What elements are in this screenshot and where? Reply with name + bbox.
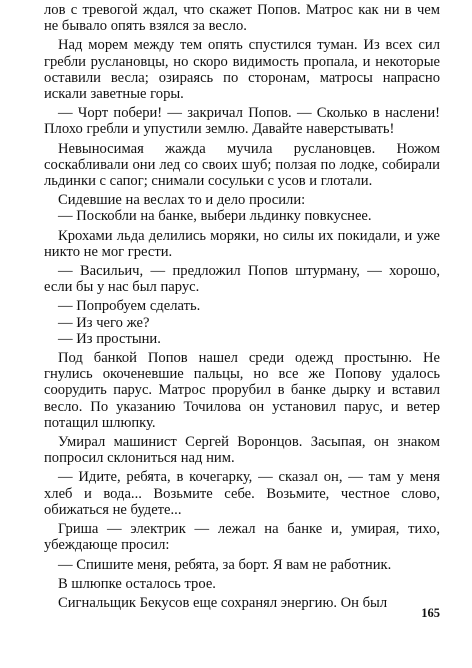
paragraph: Крохами льда делились моряки, но силы их покидали, и уже никто не мог грести. [44,227,440,260]
page-number: 165 [421,606,440,620]
paragraph: В шлюпке осталось трое. [58,575,216,592]
paragraph: Гриша — электрик — лежал на банке и, умирая, тихо, убеждающе просил: [44,521,440,554]
paragraph: Невыносимая жажда мучила руслановцев. Ножом соскабливали они лед со своих шуб; ползая по лодке, собирали льдинки с сапог; снимали сосульки с усов и глотали. [44,140,440,190]
paragraph: — Идите, ребята, в кочегарку, — сказал он, — там у меня хлеб и вода... Возьмите себе. Возьмите, честное слово, обижаться не будете... [44,469,440,518]
paragraph: Умирал машинист Сергей Воронцов. Засыпая, он знаком попросил склониться над ним. [44,434,440,467]
page-text [44,2,440,611]
paragraph: Сидевшие на веслах то и дело просили: [58,192,306,209]
paragraph: — Из чего же? [58,314,150,331]
paragraph: Сигнальщик Бекусов еще сохранял энергию. Он был [58,594,388,611]
paragraph: — Спишите меня, ребята, за борт. Я вам не работник. [58,556,392,573]
paragraph: Под банкой Попов нашел среди одежд простыню. Не гнулись окоченевшие пальцы, но все же Попову удалось соорудить парус. Матрос прорубил в банке дырку и вставил весло. По указанию Точилова он установил парус, и ветер потащил шлюпку. [44,350,440,431]
paragraph: Над морем между тем опять спустился туман. Из всех сил гребли руслановцы, но скоро видимость пропала, и некоторые оставили весла; озираясь по сторонам, матросы напрасно искали заветные горы. [44,37,440,103]
paragraph: — Васильич, — предложил Попов штурману, — хорошо, если бы у нас был парус. [44,263,440,296]
paragraph: — Попробуем сделать. [58,298,201,315]
paragraph: — Поскобли на банке, выбери льдинку повкуснее. [58,208,372,225]
paragraph: — Чорт побери! — закричал Попов. — Сколько в наслени! Плохо гребли и упустили землю. Давайте наверстывать! [44,105,440,138]
paragraph: лов с тревогой ждал, что скажет Попов. Матрос как ни в чем не бывало опять взялся за весло. [44,2,440,35]
paragraph: — Из простыни. [58,330,161,347]
